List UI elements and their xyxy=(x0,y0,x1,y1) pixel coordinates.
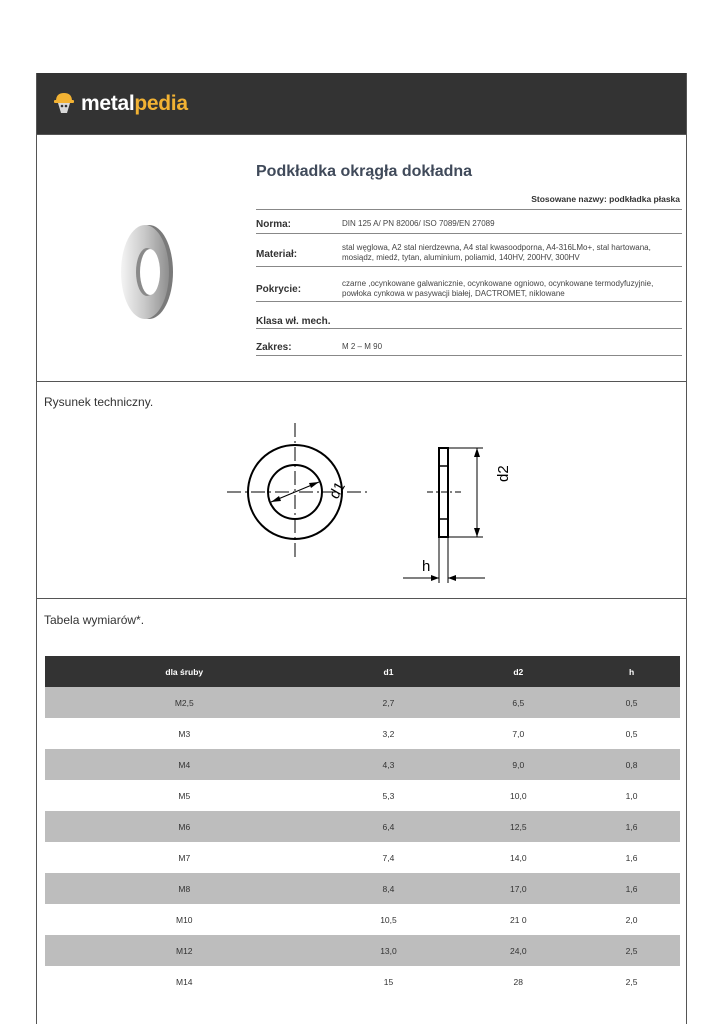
table-row xyxy=(45,687,680,718)
spec-label-pokrycie: Pokrycie: xyxy=(256,284,302,295)
column-header: dla śruby xyxy=(45,656,324,687)
table-cell: 1,6 xyxy=(583,811,680,842)
table-cell: 2,7 xyxy=(324,687,454,718)
product-title: Podkładka okrągła dokładna xyxy=(256,163,473,180)
header-divider xyxy=(37,134,686,135)
table-cell: 1,6 xyxy=(583,873,680,904)
dimension-label-d2: d2 xyxy=(495,465,512,482)
helmet-icon xyxy=(53,91,75,117)
dimensions-table xyxy=(45,656,680,997)
alternative-names: Stosowane nazwy: podkładka płaska xyxy=(531,194,680,204)
table-cell: 2,5 xyxy=(583,935,680,966)
table-row xyxy=(45,873,680,904)
table-cell: 4,3 xyxy=(324,749,454,780)
table-cell: 6,5 xyxy=(453,687,583,718)
header-bar xyxy=(37,73,686,134)
table-cell: M7 xyxy=(45,842,324,873)
section-divider-1 xyxy=(37,381,686,382)
table-cell: 28 xyxy=(453,966,583,997)
table-cell: 13,0 xyxy=(324,935,454,966)
table-cell: 1,0 xyxy=(583,780,680,811)
table-cell: M5 xyxy=(45,780,324,811)
table-cell: 1,6 xyxy=(583,842,680,873)
spec-row-material xyxy=(256,233,682,267)
spec-label-zakres: Zakres: xyxy=(256,342,292,353)
spec-row-pokrycie xyxy=(256,266,682,302)
table-cell: 2,0 xyxy=(583,904,680,935)
dimension-label-d1: d1 xyxy=(325,479,349,502)
table-row xyxy=(45,811,680,842)
table-cell: M8 xyxy=(45,873,324,904)
table-cell: M14 xyxy=(45,966,324,997)
spec-value-material: stal węglowa, A2 stal nierdzewna, A4 stal kwasoodporna, A4-316LMo+, stal hartowana, mosiądz, miedź, tytan, aluminium, poliamid, 140HV, 200HV, 300HV xyxy=(342,243,651,262)
brand-logo[interactable] xyxy=(53,91,188,117)
technical-drawing xyxy=(227,418,512,593)
table-cell: 14,0 xyxy=(453,842,583,873)
column-header: h xyxy=(583,656,680,687)
table-cell: 9,0 xyxy=(453,749,583,780)
table-row xyxy=(45,780,680,811)
table-cell: M4 xyxy=(45,749,324,780)
table-cell: 21 0 xyxy=(453,904,583,935)
column-header: d2 xyxy=(453,656,583,687)
spec-row-zakres xyxy=(256,328,682,356)
table-cell: 7,0 xyxy=(453,718,583,749)
table-cell: 5,3 xyxy=(324,780,454,811)
column-header: d1 xyxy=(324,656,454,687)
table-row xyxy=(45,966,680,997)
spec-value-pokrycie: czarne ,ocynkowane galwanicznie, ocynkowane ogniowo, ocynkowane termodyfuzyjnie, powłoka cynkowa w pasywacji białej, DACTROMET, niklowane xyxy=(342,279,654,298)
table-cell: 15 xyxy=(324,966,454,997)
spec-label-klasa: Klasa wł. mech. xyxy=(256,316,331,327)
brand-name: metalpedia xyxy=(81,92,188,115)
spec-label-norma: Norma: xyxy=(256,219,292,230)
table-cell: 12,5 xyxy=(453,811,583,842)
washer-icon xyxy=(117,222,177,327)
table-cell: 10,0 xyxy=(453,780,583,811)
dimension-label-h: h xyxy=(422,558,431,575)
table-cell: 17,0 xyxy=(453,873,583,904)
section-divider-2 xyxy=(37,598,686,599)
table-cell: M3 xyxy=(45,718,324,749)
spec-label-material: Materiał: xyxy=(256,249,298,260)
drawing-heading: Rysunek techniczny. xyxy=(44,395,154,409)
table-cell: 6,4 xyxy=(324,811,454,842)
table-cell: 24,0 xyxy=(453,935,583,966)
table-cell: M6 xyxy=(45,811,324,842)
table-cell: 8,4 xyxy=(324,873,454,904)
spec-value-norma: DIN 125 A/ PN 82006/ ISO 7089/EN 27089 xyxy=(342,219,495,228)
table-cell: 10,5 xyxy=(324,904,454,935)
table-cell: 7,4 xyxy=(324,842,454,873)
table-cell: M12 xyxy=(45,935,324,966)
spec-row-klasa xyxy=(256,301,682,329)
table-cell: 0,5 xyxy=(583,687,680,718)
table-row xyxy=(45,904,680,935)
spec-row-norma xyxy=(256,209,682,234)
table-cell: M10 xyxy=(45,904,324,935)
table-cell: 0,5 xyxy=(583,718,680,749)
table-row xyxy=(45,749,680,780)
spec-value-zakres: M 2 – M 90 xyxy=(342,342,383,351)
table-heading: Tabela wymiarów*. xyxy=(44,613,145,627)
table-header-row xyxy=(45,656,680,687)
table-row xyxy=(45,718,680,749)
table-row xyxy=(45,935,680,966)
table-cell: 3,2 xyxy=(324,718,454,749)
table-cell: 2,5 xyxy=(583,966,680,997)
table-row xyxy=(45,842,680,873)
table-cell: M2,5 xyxy=(45,687,324,718)
page-frame xyxy=(36,73,687,1024)
table-cell: 0,8 xyxy=(583,749,680,780)
